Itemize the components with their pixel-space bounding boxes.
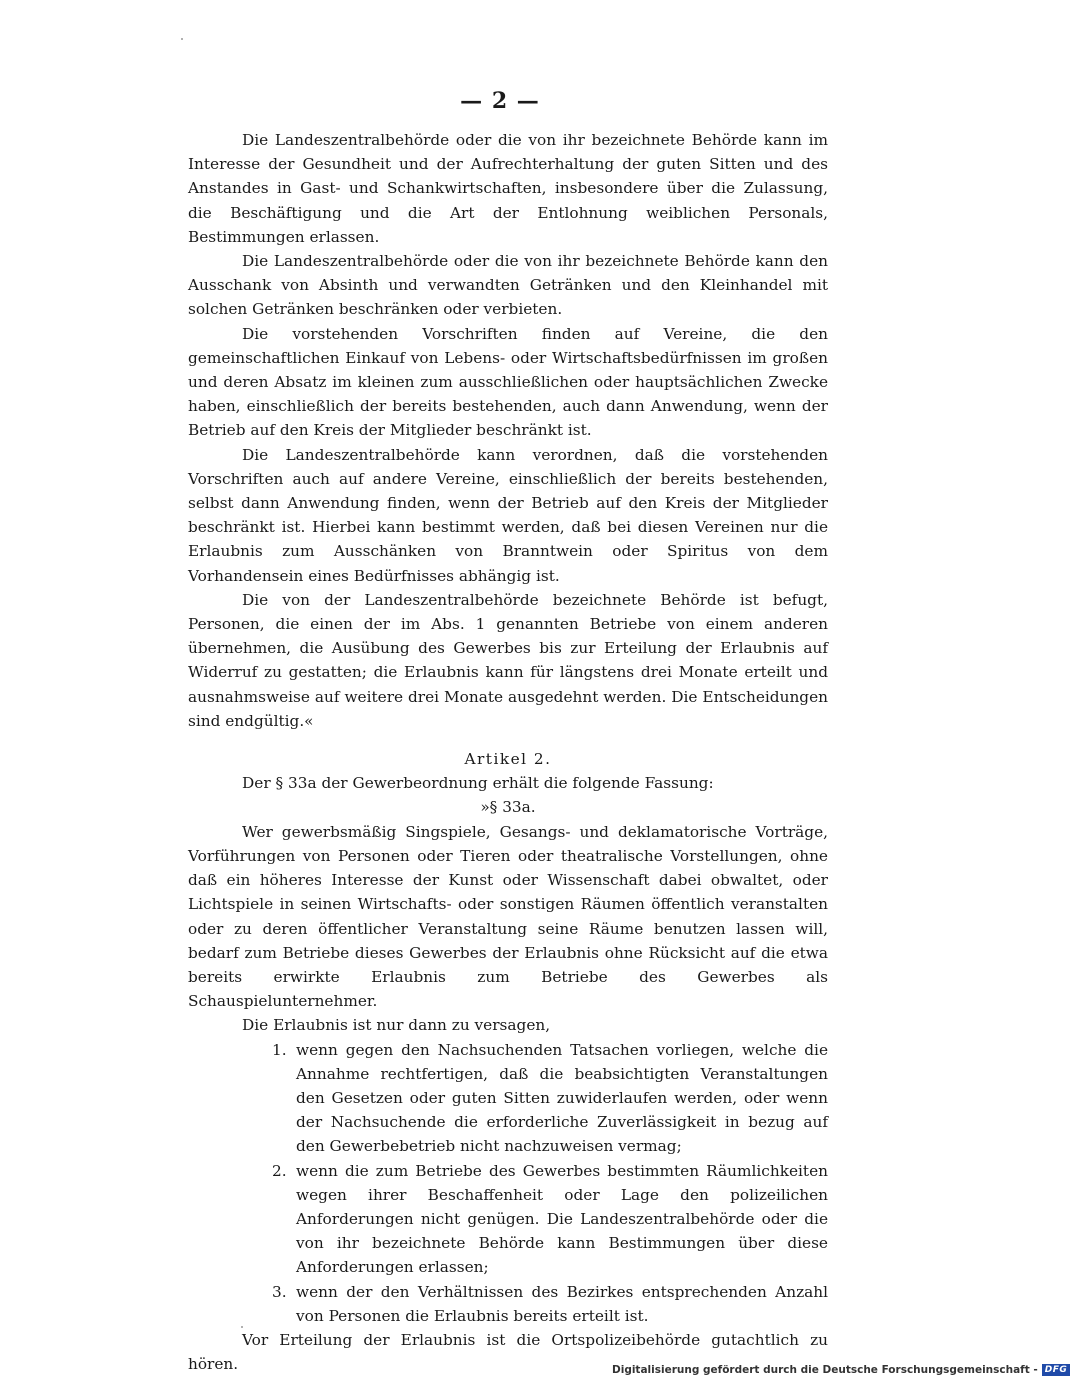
page-number: — 2 —: [460, 88, 540, 114]
closing-paragraph: Vor Erteilung der Erlaubnis ist die Ortspolizeibehörde gutachtlich zu hören.: [188, 1330, 828, 1374]
article-intro: Der § 33a der Gewerbeordnung erhält die folgende Fassung:: [242, 774, 714, 793]
list-item-number: 3.: [272, 1282, 287, 1301]
list-item: [272, 1159, 828, 1280]
section-heading: »§ 33a.: [480, 798, 536, 817]
paragraph: Die von der Landeszentralbehörde bezeichnete Behörde ist befugt, Personen, die einen der im Abs. 1 genannten Betriebe von einem anderen übernehmen, die Ausübung des Gewerbes bis zur Erteilung der Erlaubnis auf Widerruf zu gestatten; die Erlaubnis kann für längstens drei Monate erteilt und ausnahmsweise auf weitere drei Monate ausgedehnt werden. Die Entscheidungen sind endgültig.«: [188, 590, 828, 730]
dfg-logo: DFG: [1042, 1364, 1070, 1376]
list-item-text: wenn der den Verhältnissen des Bezirkes entsprechenden Anzahl von Personen die Erlaubnis bereits erteilt ist.: [296, 1282, 828, 1325]
list-item-text: wenn die zum Betriebe des Gewerbes bestimmten Räumlichkeiten wegen ihrer Beschaffenheit oder Lage den polizeilichen Anforderungen nicht genügen. Die Landeszentralbehörde oder die von ihr bezeichnete Behörde kann Bestimmungen über diese Anforderungen erlassen;: [296, 1161, 828, 1277]
body-text: [188, 128, 828, 1376]
footer-text: Digitalisierung gefördert durch die Deutsche Forschungsgemeinschaft -: [612, 1364, 1038, 1376]
paragraph: Die vorstehenden Vorschriften finden auf Vereine, die den gemeinschaftlichen Einkauf von Lebens- oder Wirtschaftsbedürfnissen im großen und deren Absatz im kleinen zum ausschließlichen oder hauptsächlichen Zwecke haben, einschließlich der bereits bestehenden, auch dann Anwendung, wenn der Betrieb auf den Kreis der Mitglieder beschränkt ist.: [188, 324, 828, 440]
paragraph: Wer gewerbsmäßig Singspiele, Gesangs- und deklamatorische Vorträge, Vorführungen von Personen oder Tieren oder theatralische Vorstellungen, ohne daß ein höheres Interesse der Kunst oder Wissenschaft dabei obwaltet, oder Lichtspiele in seinen Wirtschafts- oder sonstigen Räumen öffentlich veranstalten oder zu deren öffentlicher Veranstaltung seine Räume benutzen lassen will, bedarf zum Betriebe dieses Gewerbes der Erlaubnis ohne Rücksicht auf die etwa bereits erwirkte Erlaubnis zum Betriebe des Gewerbes als Schauspielunternehmer.: [188, 822, 828, 1011]
article-heading: Artikel 2.: [464, 750, 552, 769]
list-item-number: 2.: [272, 1161, 287, 1180]
list-item: [272, 1280, 828, 1328]
conditions-list: [188, 1038, 828, 1328]
list-item-text: wenn gegen den Nachsuchenden Tatsachen vorliegen, welche die Annahme rechtfertigen, daß die beabsichtigten Veranstaltungen den Gesetzen oder guten Sitten zuwiderlaufen werden, oder wenn der Nachsuchende die erforderliche Zuverlässigkeit in bezug auf den Gewerbebetrieb nicht nachzuweisen vermag;: [296, 1040, 828, 1156]
list-item-number: 1.: [272, 1040, 287, 1059]
paragraph: Die Landeszentralbehörde kann verordnen, daß die vorstehenden Vorschriften auch auf andere Vereine, einschließlich der bereits bestehenden, selbst dann Anwendung finden, wenn der Betrieb auf den Kreis der Mitglieder beschränkt ist. Hierbei kann bestimmt werden, daß bei diesen Vereinen nur die Erlaubnis zum Ausschänken von Branntwein oder Spiritus von dem Vorhandensein eines Bedürfnisses abhängig ist.: [188, 445, 828, 585]
paragraph: Die Landeszentralbehörde oder die von ihr bezeichnete Behörde kann den Ausschank von Absinth und verwandten Getränken und den Kleinhandel mit solchen Getränken beschränken oder verbieten.: [188, 252, 828, 319]
paragraph: Die Erlaubnis ist nur dann zu versagen,: [242, 1016, 551, 1035]
scan-speck: [181, 38, 183, 40]
paragraph: Die Landeszentralbehörde oder die von ihr bezeichnete Behörde kann im Interesse der Gesundheit und der Aufrechterhaltung der guten Sitten und des Anstandes in Gast- und Schankwirtschaften, insbesondere über die Zulassung, die Beschäftigung und die Art der Entlohnung weiblichen Personals, Bestimmungen erlassen.: [188, 131, 828, 246]
list-item: [272, 1038, 828, 1159]
footer-credit: [612, 1364, 1070, 1376]
